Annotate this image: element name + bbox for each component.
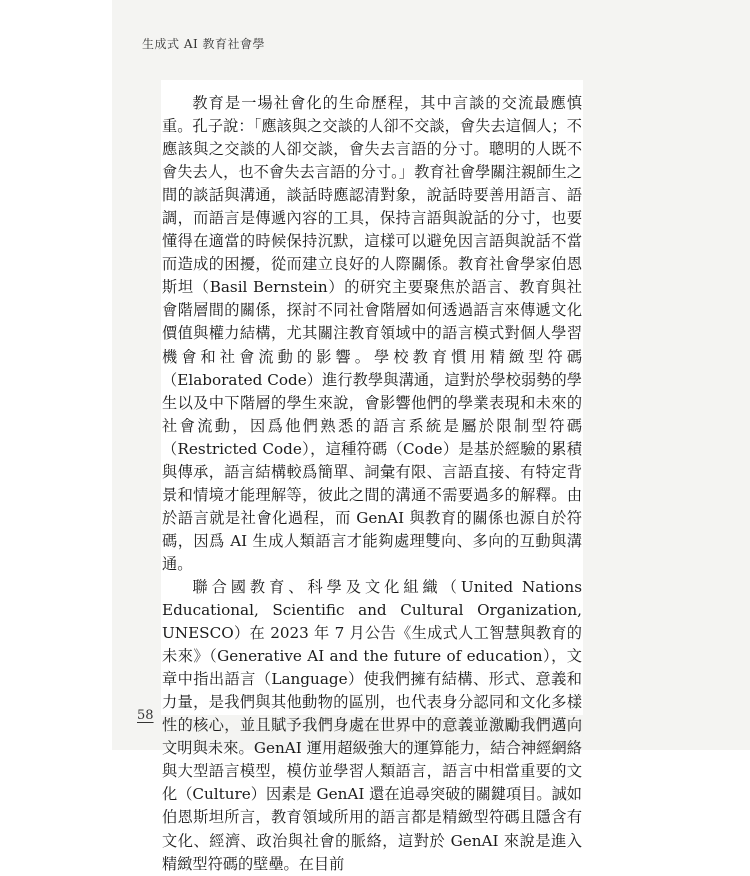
paragraph: 聯合國教育、科學及文化組織（United Nations Educational, Scientific and Cultural Organization, UNESCO）在 2023 年 7 月公告《生成式人工智慧與教育的未來》（Generative AI and the future of education），文章中指出語言（Language）使我們擁有結構、形式、意義和力量，是我們與其他動物的區別，也代表身分認同和文化多樣性的核心，並且賦予我們身處在世界中的意義並激勵我們邁向文明與未來。GenAI 運用超級強大的運算能力，結合神經網絡與大型語言模型，模仿並學習人類語言，語言中相當重要的文化（Culture）因素是 GenAI 還在追尋突破的關鍵項目。誠如伯恩斯坦所言，教育領域所用的語言都是精緻型符碼且隱含有文化、經濟、政治與社會的脈絡，這對於 GenAI 來說是進入精緻型符碼的壁壘。在目前 bbox=[162, 577, 582, 873]
running-header: 生成式 AI 教育社會學 bbox=[142, 37, 266, 51]
page-number: 58 bbox=[137, 708, 154, 723]
body-text bbox=[162, 92, 582, 876]
paragraph: 教育是一場社會化的生命歷程，其中言談的交流最應慎重。孔子說：「應該與之交談的人卻不交談，會失去這個人；不應該與之交談的人卻交談，會失去言語的分寸。聰明的人既不會失去人，也不會失去言語的分寸。」教育社會學關注親師生之間的談話與溝通，談話時應認清對象，說話時要善用語言、語調，而語言是傳遞內容的工具，保持言語與說話的分寸，也要懂得在適當的時候保持沉默，這樣可以避免因言語與說話不當而造成的困擾，從而建立良好的人際關係。教育社會學家伯恩斯坦（Basil Bernstein）的研究主要聚焦於語言、教育與社會階層間的關係，探討不同社會階層如何透過語言來傳遞文化價值與權力結構，尤其關注教育領域中的語言模式對個人學習機會和社會流動的影響。學校教育慣用精緻型符碼（Elaborated Code）進行教學與溝通，這對於學校弱勢的學生以及中下階層的學生來說，會影響他們的學業表現和未來的社會流動，因爲他們熟悉的語言系統是屬於限制型符碼（Restricted Code），這種符碼（Code）是基於經驗的累積與傳承，語言結構較爲簡單、詞彙有限、言語直接、有特定背景和情境才能理解等，彼此之間的溝通不需要過多的解釋。由於語言就是社會化過程，而 GenAI 與教育的關係也源自於符碼，因爲 AI 生成人類語言才能夠處理雙向、多向的互動與溝通。 bbox=[162, 94, 582, 573]
